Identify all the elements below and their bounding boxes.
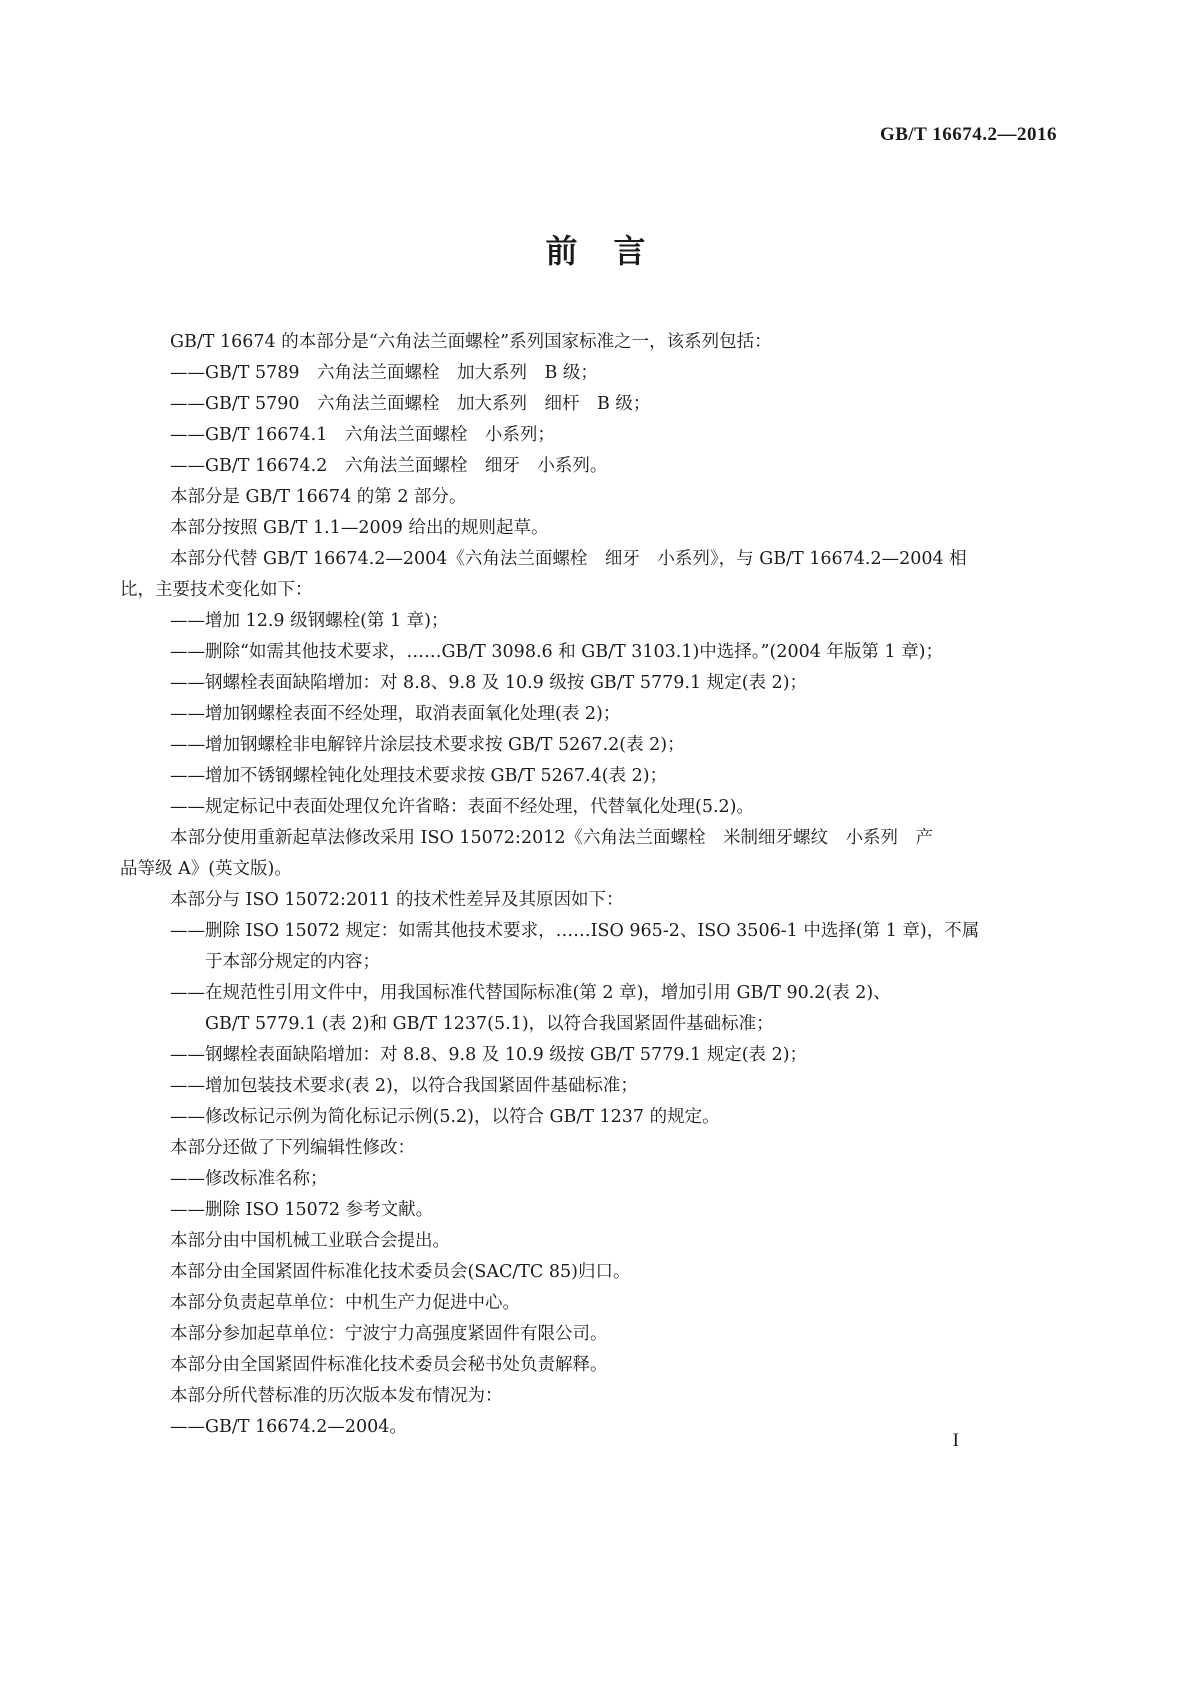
list-item: ——删除 ISO 15072 参考文献。 [170, 1200, 434, 1220]
text-line: GB/T 16674 的本部分是“六角法兰面螺栓”系列国家标准之一，该系列包括： [170, 332, 772, 352]
list-item: ——钢螺栓表面缺陷增加：对 8.8、9.8 及 10.9 级按 GB/T 5779.1 规定(表 2)； [170, 673, 808, 693]
text-line: 本部分使用重新起草法修改采用 ISO 15072:2012《六角法兰面螺栓 米制细牙螺纹 小系列 产 [170, 828, 933, 848]
text-line: 本部分由中国机械工业联合会提出。 [170, 1231, 450, 1251]
list-item-continuation: GB/T 5779.1 (表 2)和 GB/T 1237(5.1)，以符合我国紧固件基础标准； [205, 1014, 774, 1034]
list-item: ——增加钢螺栓表面不经处理，取消表面氧化处理(表 2)； [170, 704, 621, 724]
text-line: 本部分由全国紧固件标准化技术委员会(SAC/TC 85)归口。 [170, 1262, 631, 1282]
text-line: 本部分代替 GB/T 16674.2—2004《六角法兰面螺栓 细牙 小系列》，与 GB/T 16674.2—2004 相 [170, 549, 967, 569]
list-item-continuation: 于本部分规定的内容； [205, 952, 380, 972]
text-line: 本部分是 GB/T 16674 的第 2 部分。 [170, 487, 467, 507]
list-item: ——修改标记示例为简化标记示例(5.2)，以符合 GB/T 1237 的规定。 [170, 1107, 720, 1127]
text-line: 本部分负责起草单位：中机生产力促进中心。 [170, 1293, 520, 1313]
title-char-1: 前 [545, 232, 578, 270]
list-item: ——删除“如需其他技术要求，……GB/T 3098.6 和 GB/T 3103.1)中选择。”(2004 年版第 1 章)； [170, 642, 944, 662]
foreword-body [120, 327, 1050, 1443]
text-line: 本部分所代替标准的历次版本发布情况为： [170, 1386, 503, 1406]
standard-number: GB/T 16674.2—2016 [879, 124, 1057, 145]
list-item: ——钢螺栓表面缺陷增加：对 8.8、9.8 及 10.9 级按 GB/T 5779.1 规定(表 2)； [170, 1045, 808, 1065]
list-item: ——GB/T 5789 六角法兰面螺栓 加大系列 B 级； [170, 363, 598, 383]
list-item: ——增加钢螺栓非电解锌片涂层技术要求按 GB/T 5267.2(表 2)； [170, 735, 685, 755]
text-line-continuation: 品等级 A》(英文版)。 [120, 859, 292, 879]
title-char-2: 言 [613, 232, 646, 270]
text-line: 本部分按照 GB/T 1.1—2009 给出的规则起草。 [170, 518, 549, 538]
list-item: ——增加不锈钢螺栓钝化处理技术要求按 GB/T 5267.4(表 2)； [170, 766, 668, 786]
list-item: ——修改标准名称； [170, 1169, 328, 1189]
list-item: ——GB/T 5790 六角法兰面螺栓 加大系列 细杆 B 级； [170, 394, 651, 414]
text-line: 本部分与 ISO 15072:2011 的技术性差异及其原因如下： [170, 890, 624, 910]
list-item: ——规定标记中表面处理仅允许省略：表面不经处理，代替氧化处理(5.2)。 [170, 797, 754, 817]
list-item: ——删除 ISO 15072 规定：如需其他技术要求，……ISO 965-2、ISO 3506-1 中选择(第 1 章)，不属 [170, 921, 980, 941]
list-item: ——增加 12.9 级钢螺栓(第 1 章)； [170, 611, 449, 631]
page-number: I [952, 1430, 959, 1451]
list-item: ——在规范性引用文件中，用我国标准代替国际标准(第 2 章)，增加引用 GB/T 90.2(表 2)、 [170, 983, 891, 1003]
text-line: 本部分参加起草单位：宁波宁力高强度紧固件有限公司。 [170, 1324, 608, 1344]
page-title [0, 226, 1191, 272]
list-item: ——GB/T 16674.2—2004。 [170, 1417, 407, 1437]
list-item: ——增加包装技术要求(表 2)，以符合我国紧固件基础标准； [170, 1076, 638, 1096]
text-line-continuation: 比，主要技术变化如下： [120, 580, 313, 600]
list-item: ——GB/T 16674.1 六角法兰面螺栓 小系列； [170, 425, 555, 445]
text-line: 本部分由全国紧固件标准化技术委员会秘书处负责解释。 [170, 1355, 608, 1375]
list-item: ——GB/T 16674.2 六角法兰面螺栓 细牙 小系列。 [170, 456, 608, 476]
text-line: 本部分还做了下列编辑性修改： [170, 1138, 415, 1158]
